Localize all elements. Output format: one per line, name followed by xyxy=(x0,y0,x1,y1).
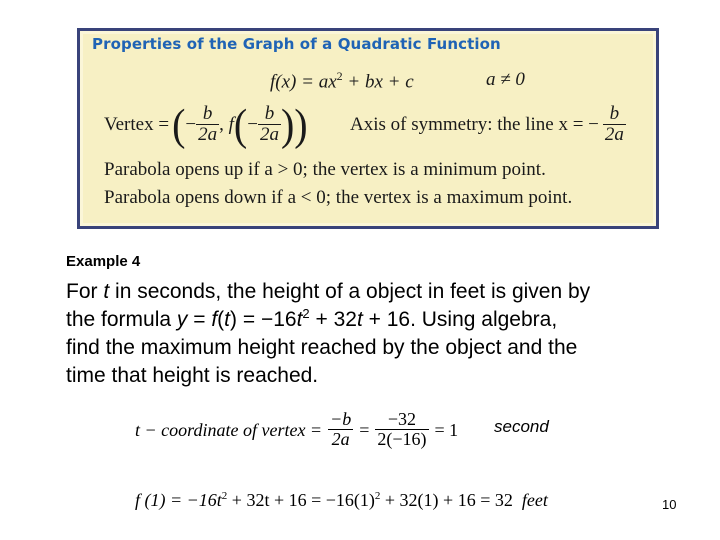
problem-statement xyxy=(66,278,676,390)
vertex-label: Vertex = xyxy=(104,114,170,135)
axis-of-symmetry xyxy=(350,97,626,153)
formula-exponent: 2 xyxy=(336,69,343,83)
vertex-y-fraction: $\frac{b}{2a}$ xyxy=(259,103,279,146)
page-number: 10 xyxy=(662,497,677,512)
axis-label: Axis of symmetry: the line x = − xyxy=(350,114,599,135)
properties-box xyxy=(77,28,659,229)
t-result: = 1 xyxy=(434,419,459,440)
problem-line-2: the formula $y = f(t) = -16t^2 + 32t + 16$. Using algebra, xyxy=(66,306,558,331)
unit-second: second xyxy=(494,417,549,436)
fraction-32-over-minus-32: $\frac{-32}{2(-16)}$ xyxy=(377,409,427,450)
formula-rest: + bx + c xyxy=(342,71,414,93)
formula-lhs: f(x) = ax xyxy=(270,71,337,93)
vertex-formula: Vertex = ( − $\frac{b}{2a}$ , f ( − $\frac{b}{2a}$ )) xyxy=(104,99,308,150)
max-height-equation: f $(1) = -16t^2 + 32t + 16 = -16(1)^2 + 32(1) + 16 = 32$ feet xyxy=(135,490,548,510)
formula-condition: a ≠ 0 xyxy=(486,69,525,90)
unit-feet: feet xyxy=(521,490,548,510)
properties-title: Properties of the Graph of a Quadratic Function xyxy=(92,35,501,53)
example-label: Example 4 xyxy=(66,253,141,270)
opens-down-text: Parabola opens down if a < 0; the vertex is a maximum point. xyxy=(104,187,573,208)
fraction-b-over-2a: $\frac{-b}{2a}$ xyxy=(330,409,352,450)
t-coordinate-equation: t − coordinate of vertex = $\frac{-b}{2a}$ = $\frac{-32}{2(-16)}$ = 1 xyxy=(135,409,459,450)
opens-up-text: Parabola opens up if a > 0; the vertex is a minimum point. xyxy=(104,159,546,180)
axis-fraction: $\frac{b}{2a}$ xyxy=(604,103,624,146)
vertex-x-fraction: $\frac{b}{2a}$ xyxy=(198,103,218,146)
problem-line-4: time that height is reached. xyxy=(66,364,319,387)
problem-line-3: find the maximum height reached by the object and the xyxy=(66,336,578,359)
quadratic-formula xyxy=(270,69,414,93)
t-coordinate-label: t − coordinate of vertex = xyxy=(135,419,323,440)
problem-line-1: For t in seconds, the height of a object in feet is given by xyxy=(66,280,591,303)
